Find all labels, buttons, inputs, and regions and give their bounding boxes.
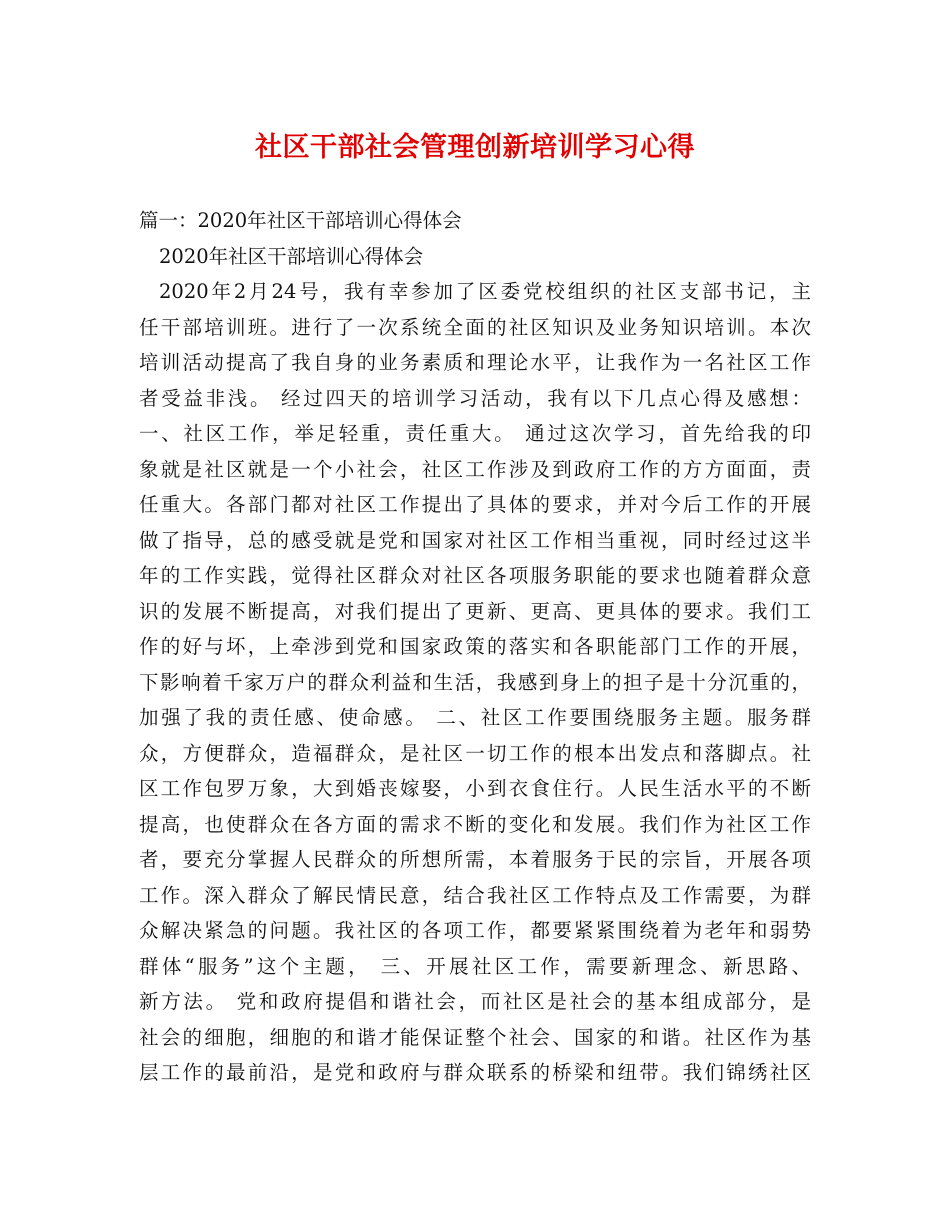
body-line: 工作。深入群众了解民情民意，结合我社区工作特点及工作需要，为群 xyxy=(139,883,811,907)
subsection-heading: 2020年社区干部培训心得体会 xyxy=(159,244,424,268)
body-line: 社会的细胞，细胞的和谐才能保证整个社会、国家的和谐。社区作为基 xyxy=(139,1025,811,1049)
body-line: 培训活动提高了我自身的业务素质和理论水平，让我作为一名社区工作 xyxy=(139,351,811,374)
body-line: 层工作的最前沿，是党和政府与群众联系的桥梁和纽带。我们锦绣社区 xyxy=(139,1061,811,1084)
body-line: 2020年2月24号，我有幸参加了区委党校组织的社区支部书记，主 xyxy=(159,280,811,303)
body-line: 作的好与坏，上牵涉到党和国家政策的落实和各职能部门工作的开展， xyxy=(139,635,811,658)
section-heading: 篇一：2020年社区干部培训心得体会 xyxy=(139,209,462,232)
body-line: 任重大。各部门都对社区工作提出了具体的要求，并对今后工作的开展 xyxy=(139,493,811,516)
body-line: 者受益非浅。 经过四天的培训学习活动，我有以下几点心得及感想： xyxy=(139,386,811,410)
body-line: 一、社区工作，举足轻重，责任重大。 通过这次学习，首先给我的印 xyxy=(139,422,811,445)
body-line: 做了指导，总的感受就是党和国家对社区工作相当重视，同时经过这半 xyxy=(139,528,811,552)
body-line: 识的发展不断提高，对我们提出了更新、更高、更具体的要求。我们工 xyxy=(139,599,811,623)
body-line: 下影响着千家万户的群众利益和生活，我感到身上的担子是十分沉重的， xyxy=(139,670,811,694)
body-line: 区工作包罗万象，大到婚丧嫁娶，小到衣食住行。人民生活水平的不断 xyxy=(139,777,811,800)
body-line: 新方法。 党和政府提倡和谐社会，而社区是社会的基本组成部分，是 xyxy=(139,990,811,1013)
body-line: 象就是社区就是一个小社会，社区工作涉及到政府工作的方方面面，责 xyxy=(139,457,811,481)
body-line: 任干部培训班。进行了一次系统全面的社区知识及业务知识培训。本次 xyxy=(139,315,811,339)
body-line: 者，要充分掌握人民群众的所想所需，本着服务于民的宗旨，开展各项 xyxy=(139,848,811,871)
document-body xyxy=(139,203,811,1091)
body-line: 众解决紧急的问题。我社区的各项工作，都要紧紧围绕着为老年和弱势 xyxy=(139,919,811,942)
body-line: 加强了我的责任感、使命感。 二、社区工作要围绕服务主题。服务群 xyxy=(139,706,811,729)
body-line: 提高，也使群众在各方面的需求不断的变化和发展。我们作为社区工作 xyxy=(139,812,811,836)
document-title: 社区干部社会管理创新培训学习心得 xyxy=(255,132,695,163)
body-line: 众，方便群众，造福群众，是社区一切工作的根本出发点和落脚点。社 xyxy=(139,741,811,765)
body-line: 群体“服务”这个主题， 三、开展社区工作，需要新理念、新思路、 xyxy=(139,954,811,978)
body-line: 年的工作实践，觉得社区群众对社区各项服务职能的要求也随着群众意 xyxy=(139,564,811,587)
